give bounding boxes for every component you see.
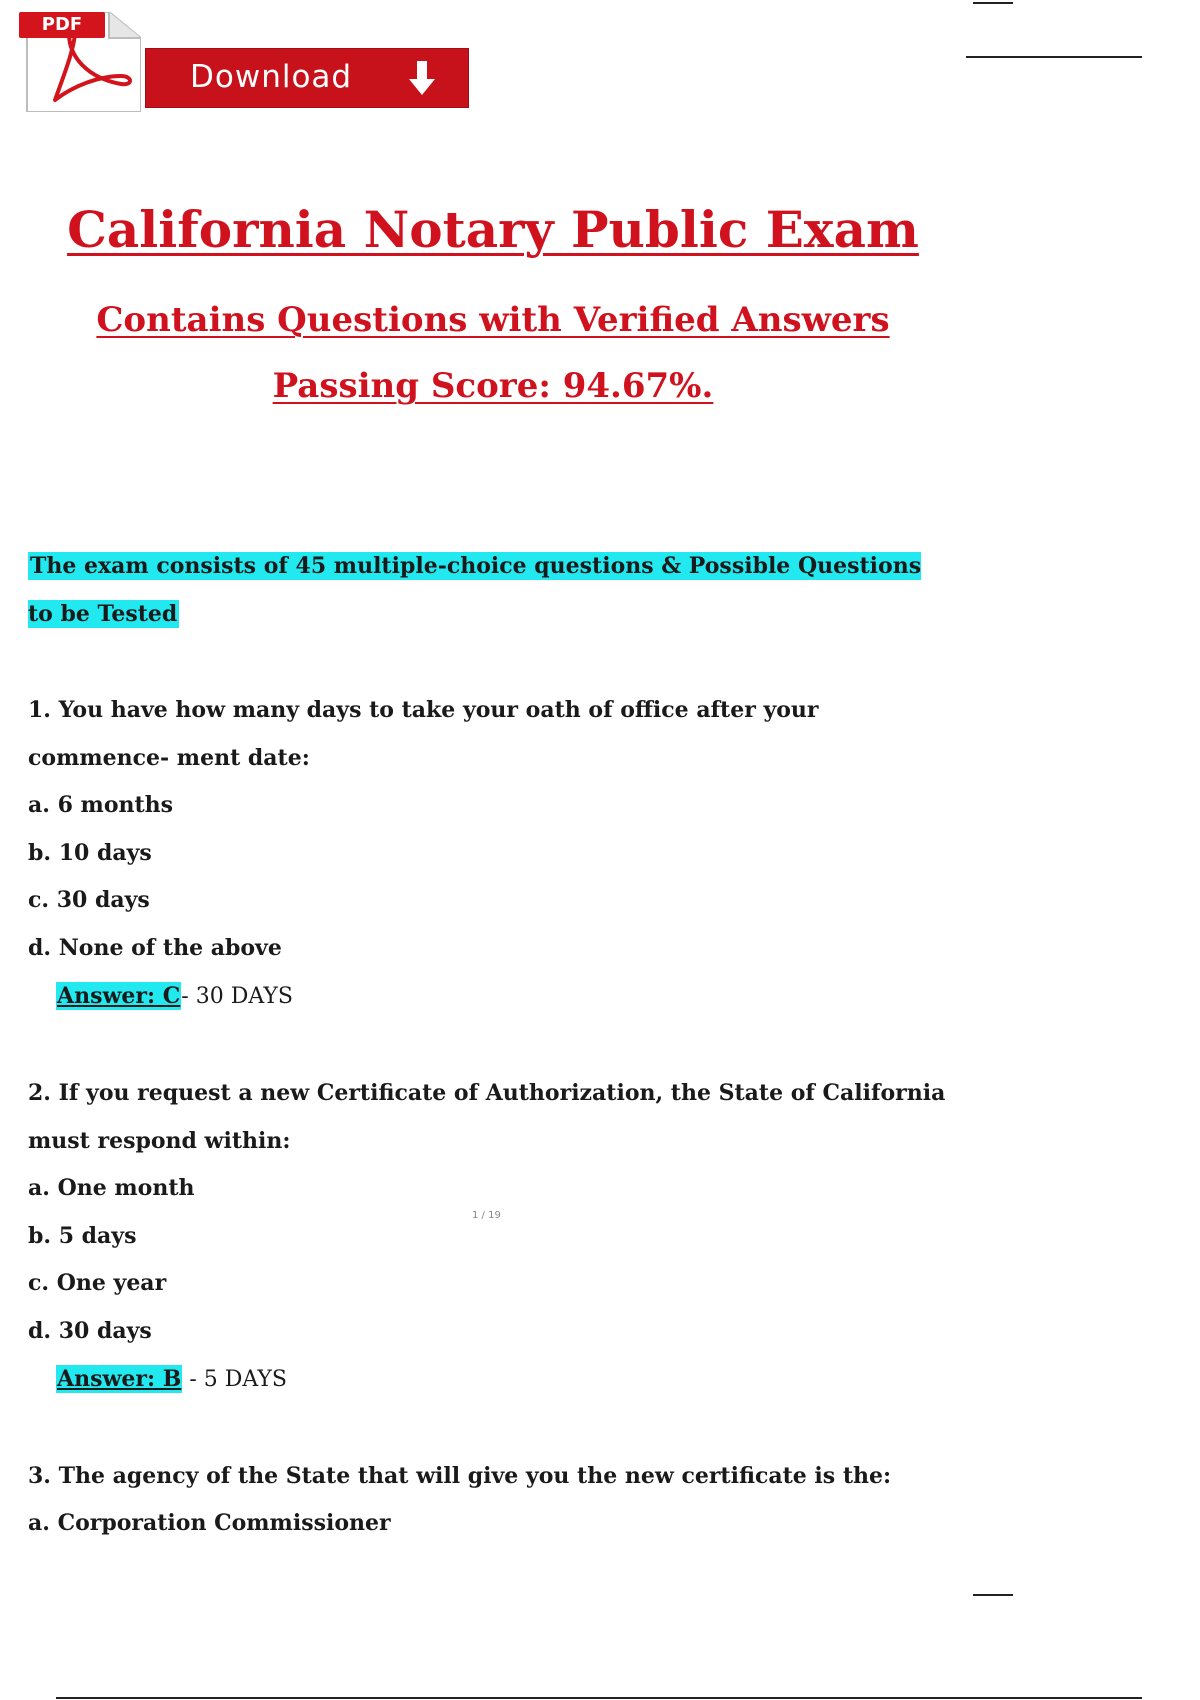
answer-line <box>56 1355 948 1404</box>
download-button[interactable] <box>145 48 469 108</box>
question-2 <box>28 1069 948 1404</box>
answer-line <box>56 972 948 1021</box>
intro-text <box>28 542 948 638</box>
option-d: d. 30 days <box>28 1317 152 1344</box>
question-3 <box>28 1452 948 1548</box>
bottom-right-short-rule <box>973 1594 1013 1596</box>
page-indicator: 1 / 19 <box>472 1210 501 1221</box>
question-stem: 2. If you request a new Certificate of Authorization, the State of California must respond within: <box>28 1080 946 1154</box>
option-b: b. 5 days <box>28 1222 137 1249</box>
answer-label: Answer: B <box>57 1366 182 1392</box>
pdf-download-banner[interactable] <box>17 8 467 114</box>
question-stem: 1. You have how many days to take your oath of office after your commence- ment date: <box>28 697 819 771</box>
option-c: c. 30 days <box>28 887 150 913</box>
option-b: b. 10 days <box>28 839 152 866</box>
arrow-down-icon <box>408 61 436 95</box>
page-title: California Notary Public Exam <box>67 200 919 259</box>
passing-score: Passing Score: 94.67%. <box>272 366 714 406</box>
answer-detail: - 5 DAYS <box>182 1367 287 1392</box>
pdf-label: PDF <box>19 12 105 38</box>
question-stem: 3. The agency of the State that will give you the new certificate is the: <box>28 1463 892 1489</box>
intro-highlight: The exam consists of 45 multiple-choice questions & Possible Questions to be Tested <box>28 553 922 627</box>
download-label: Download <box>190 59 353 95</box>
option-c: c. One year <box>28 1270 167 1296</box>
option-d: d. None of the above <box>28 934 282 961</box>
bottom-rule <box>56 1697 1142 1699</box>
option-a: a. One month <box>28 1175 195 1201</box>
exam-content <box>28 542 948 1548</box>
answer-detail: - 30 DAYS <box>181 984 293 1009</box>
top-right-rule <box>966 56 1142 58</box>
top-right-short-rule <box>973 2 1013 4</box>
page-subtitle: Contains Questions with Verified Answers <box>96 300 890 340</box>
answer-label: Answer: C <box>57 983 181 1009</box>
question-1 <box>28 686 948 1021</box>
option-a: a. Corporation Commissioner <box>28 1510 391 1536</box>
option-a: a. 6 months <box>28 792 174 818</box>
